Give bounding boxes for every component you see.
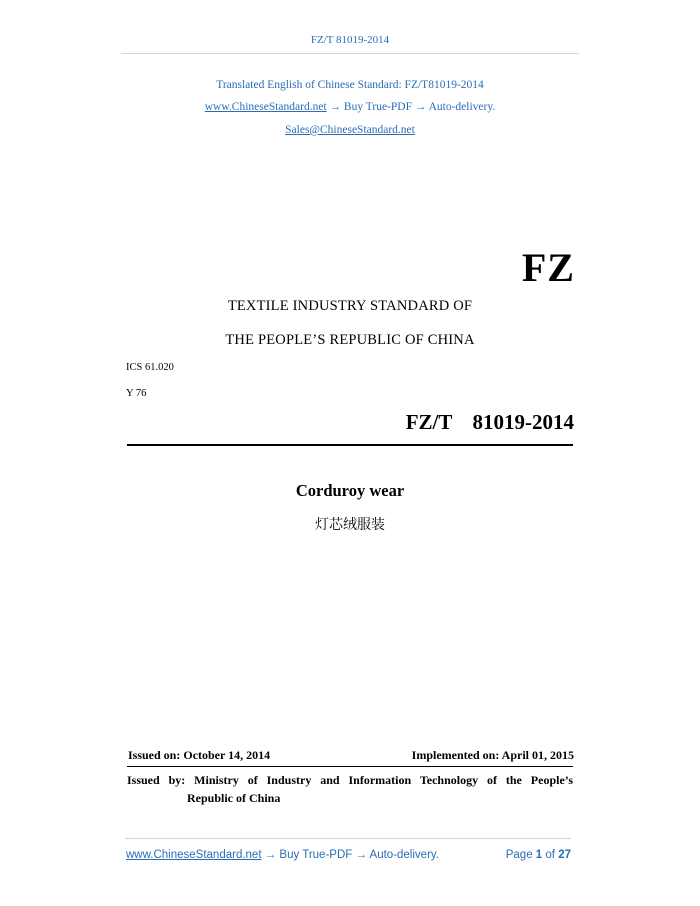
purchase-line <box>0 101 700 113</box>
issuer-line-1: Issued by: Ministry of Industry and Information Technology of the People’s <box>127 773 573 787</box>
page-total: 27 <box>558 849 571 861</box>
translation-notice: Translated English of Chinese Standard: FZ/T81019-2014 <box>216 79 484 91</box>
org-line-2: THE PEOPLE’S REPUBLIC OF CHINA <box>225 332 475 348</box>
page-number: 1 <box>535 849 543 861</box>
ics-code: ICS 61.020 <box>126 362 174 373</box>
footer-purchase-line <box>126 849 439 861</box>
org-line-1: TEXTILE INDUSTRY STANDARD OF <box>227 298 473 314</box>
footer-site-link[interactable]: www.ChineseStandard.net <box>126 849 262 861</box>
site-link[interactable]: www.ChineseStandard.net <box>204 101 327 113</box>
classification-code: Y 76 <box>126 388 147 399</box>
page-indicator <box>506 849 571 861</box>
implemented-date: Implemented on: April 01, 2015 <box>411 748 574 762</box>
header-divider <box>121 53 579 54</box>
standard-code: FZ/T 81019-2014 <box>405 410 574 434</box>
dates-divider <box>127 766 573 767</box>
footer-divider <box>125 838 571 839</box>
email-line <box>0 124 700 136</box>
email-link[interactable]: Sales@ChineseStandard.net <box>285 124 415 136</box>
footer-purchase-text: → Buy True-PDF → Auto-delivery. <box>261 849 439 861</box>
issuer-line-2: Republic of China <box>187 791 281 805</box>
standard-mark: FZ <box>521 245 575 290</box>
issued-date: Issued on: October 14, 2014 <box>128 748 271 762</box>
document-title-cn: 灯芯绒服装 <box>315 517 385 533</box>
running-header: FZ/T 81019-2014 <box>310 34 390 46</box>
of-label: of <box>545 849 555 861</box>
document-title-en: Corduroy wear <box>295 481 405 500</box>
code-divider <box>127 444 573 446</box>
purchase-text: → Buy True-PDF → Auto-delivery. <box>326 101 496 113</box>
page-label: Page <box>505 849 533 861</box>
